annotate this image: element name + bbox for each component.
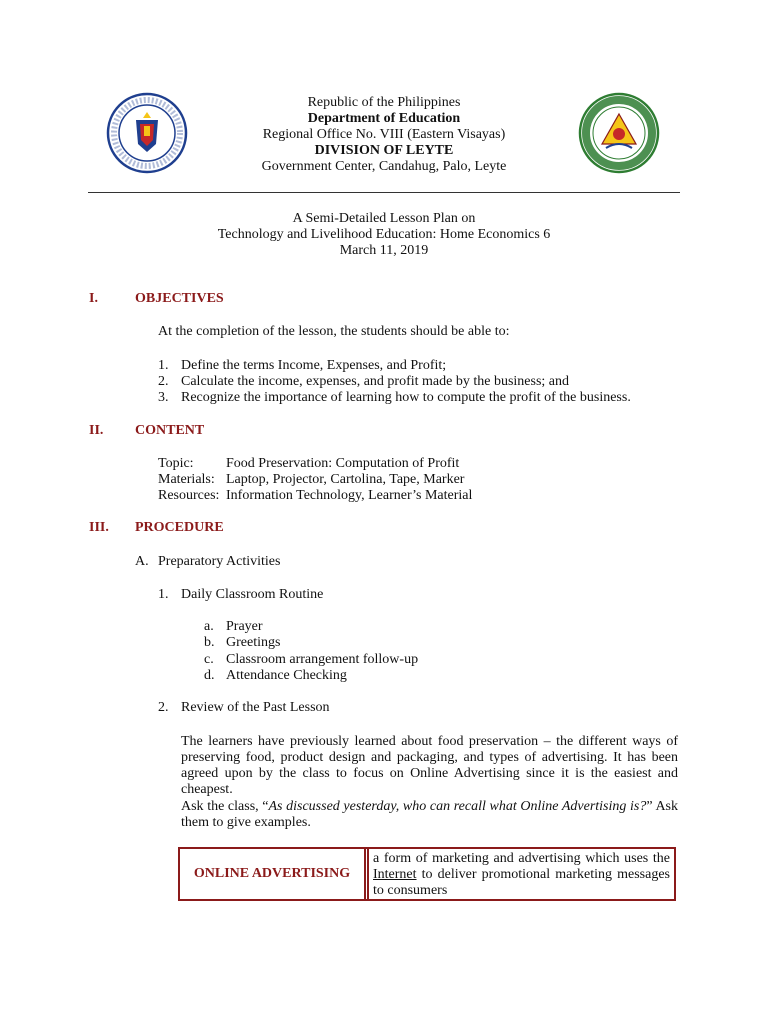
header-regional-office: Regional Office No. VIII (Eastern Visayas) xyxy=(262,127,506,142)
ask-suffix: ” Ask them to give examples. xyxy=(181,799,679,830)
plan-date: March 11, 2019 xyxy=(339,243,429,258)
routine-letter: a. xyxy=(204,619,214,634)
routine-letter: c. xyxy=(204,652,214,667)
procedure-a-label: A. xyxy=(135,554,149,569)
procedure-1-text: Daily Classroom Routine xyxy=(181,587,324,602)
objective-number: 3. xyxy=(158,390,169,405)
header-division: DIVISION OF LEYTE xyxy=(314,143,454,158)
ask-quote: As discussed yesterday, who can recall what Online Advertising is? xyxy=(268,799,647,814)
definition-table xyxy=(178,847,676,901)
definition-description xyxy=(369,849,674,899)
plan-subject: Technology and Livelihood Education: Home Economics 6 xyxy=(217,227,551,242)
routine-letter: d. xyxy=(204,668,215,683)
ask-class-paragraph xyxy=(181,799,678,831)
content-value: Laptop, Projector, Cartolina, Tape, Marker xyxy=(226,472,465,487)
routine-item: Prayer xyxy=(226,619,263,634)
content-label: Resources: xyxy=(158,488,220,503)
objective-number: 2. xyxy=(158,374,169,389)
procedure-2-text: Review of the Past Lesson xyxy=(181,700,330,715)
plan-title: A Semi-Detailed Lesson Plan on xyxy=(292,211,476,226)
routine-letter: b. xyxy=(204,635,215,650)
header-department: Department of Education xyxy=(307,111,461,126)
definition-desc-pre: a form of marketing and advertising which uses the xyxy=(373,851,670,866)
objective-text: Calculate the income, expenses, and profit made by the business; and xyxy=(181,374,570,389)
header-republic: Republic of the Philippines xyxy=(307,95,461,110)
procedure-1-label: 1. xyxy=(158,587,169,602)
objective-text: Define the terms Income, Expenses, and Profit; xyxy=(181,358,447,373)
definition-internet-link[interactable]: Internet xyxy=(373,867,417,882)
content-label: Topic: xyxy=(158,456,194,471)
definition-term: ONLINE ADVERTISING xyxy=(180,849,366,899)
section-title-procedure: PROCEDURE xyxy=(135,520,224,535)
routine-item: Greetings xyxy=(226,635,281,650)
header-divider xyxy=(88,192,680,193)
content-value: Food Preservation: Computation of Profit xyxy=(226,456,460,471)
procedure-a-text: Preparatory Activities xyxy=(158,554,281,569)
objective-number: 1. xyxy=(158,358,169,373)
definition-desc-post: to deliver promotional marketing messages to consumers xyxy=(373,867,670,898)
section-number-content: II. xyxy=(89,423,104,438)
section-number-objectives: I. xyxy=(89,291,98,306)
ask-prefix: Ask the class, “ xyxy=(181,799,269,814)
review-paragraph: The learners have previously learned about food preservation – the different ways of preserving food, product design and packaging, and types of advertising. It has been agreed upon by the class to focus on Online Advertising since it is the easiest and cheapest. xyxy=(181,734,678,797)
header-address: Government Center, Candahug, Palo, Leyte xyxy=(261,159,507,174)
section-title-objectives: OBJECTIVES xyxy=(135,291,224,306)
routine-item: Attendance Checking xyxy=(226,668,347,683)
objective-text: Recognize the importance of learning how to compute the profit of the business. xyxy=(181,390,631,405)
content-value: Information Technology, Learner’s Material xyxy=(226,488,473,503)
section-number-procedure: III. xyxy=(89,520,109,535)
content-label: Materials: xyxy=(158,472,215,487)
procedure-2-label: 2. xyxy=(158,700,169,715)
section-title-content: CONTENT xyxy=(135,423,205,438)
objectives-intro: At the completion of the lesson, the students should be able to: xyxy=(158,324,510,339)
routine-item: Classroom arrangement follow-up xyxy=(226,652,419,667)
